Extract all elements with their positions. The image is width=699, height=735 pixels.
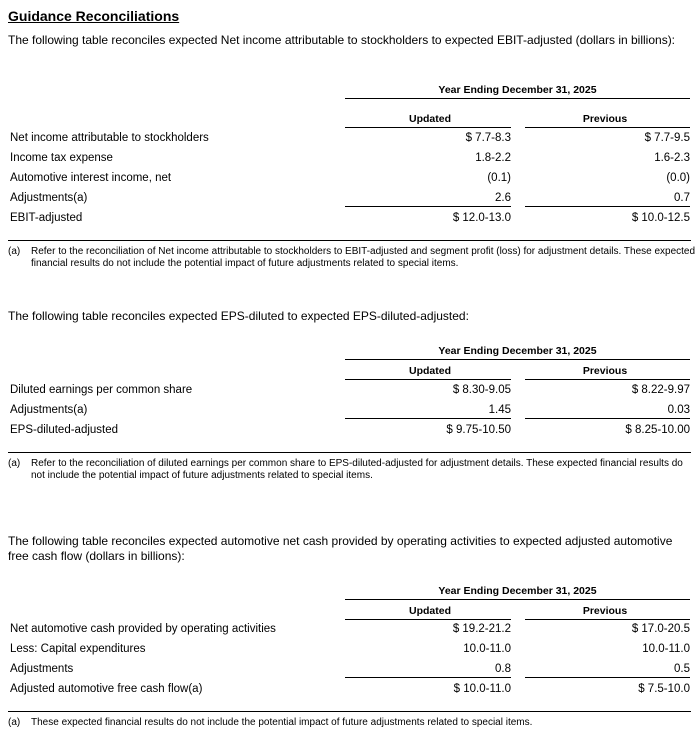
table1-row-updated: 2.6 [495,192,511,204]
table2-row-label: Adjustments(a) [10,404,88,416]
table1-footnote-rule [8,240,691,241]
table3-row-previous: $ 7.5-10.0 [638,683,690,695]
table3-row-label: Adjusted automotive free cash flow(a) [10,683,203,695]
table3-row-label: Adjustments [10,663,74,675]
table2-footnote [8,458,698,482]
table1-row-previous: 0.7 [674,192,690,204]
table2-col-updated: Updated [409,365,451,377]
table1-row-updated: (0.1) [487,172,511,184]
table3-row-updated: $ 10.0-11.0 [453,683,511,695]
table2-intro: The following table reconciles expected EPS-diluted to expected EPS-diluted-adjusted: [8,309,469,323]
table2-row-label: EPS-diluted-adjusted [10,424,119,436]
table2-footnote-text: Refer to the reconciliation of diluted earnings per common share to EPS-diluted-adjusted for adjustment details. These expected financial results do not include the potential impact of future adjustments related to special items. [31,458,683,481]
table2-row-previous: $ 8.25-10.00 [625,424,690,436]
table1-intro: The following table reconciles expected Net income attributable to stockholders to expected EBIT-adjusted (dollars in billions): [8,33,676,47]
table3-row-updated: 0.8 [495,663,511,675]
table1-col-rule-previous [525,127,690,128]
table2-row-updated: $ 8.30-9.05 [452,384,511,396]
table1-sum-rule-previous [525,206,690,207]
table3-row-previous: 0.5 [674,663,690,675]
table1-row-previous: (0.0) [666,172,690,184]
table2-row-previous: 0.03 [667,404,690,416]
table3-row-previous: 10.0-11.0 [642,643,690,655]
table1-row-label: Automotive interest income, net [10,172,172,184]
table3-heading-rule [345,599,690,600]
table1-row-updated: $ 12.0-13.0 [452,212,511,224]
table3-row-updated: 10.0-11.0 [463,643,511,655]
table2-col-rule-previous [525,379,690,380]
table3-col-updated: Updated [409,605,451,617]
table2-col-rule-updated [345,379,511,380]
table2-row-updated: 1.45 [488,404,511,416]
table3-row-label: Less: Capital expenditures [10,643,146,655]
table3-footnote-rule [8,711,691,712]
table1-footnote-text: Refer to the reconciliation of Net income attributable to stockholders to EBIT-adjusted and segment profit (loss) for adjustment details. These expected financial results do not include the potential impact of future adjustments related to special items. [31,246,696,269]
table1-row-label: Net income attributable to stockholders [10,132,209,144]
table1-footnote-tag: (a) [8,246,21,257]
table2-col-previous: Previous [582,365,628,377]
table3-col-previous: Previous [582,605,628,617]
table2-row-previous: $ 8.22-9.97 [631,384,690,396]
table1-row-label: EBIT-adjusted [10,212,83,224]
table1-col-previous: Previous [582,113,628,125]
table2-footnote-rule [8,452,691,453]
table2-sum-rule-previous [525,418,690,419]
table1-year-heading: Year Ending December 31, 2025 [438,84,597,96]
table3-col-rule-previous [525,619,690,620]
table3-footnote [8,717,698,729]
table1-row-label: Adjustments(a) [10,192,88,204]
table1-heading-rule [345,98,690,99]
table3-footnote-tag: (a) [8,717,21,728]
table2-sum-rule-updated [345,418,511,419]
table2-year-heading: Year Ending December 31, 2025 [438,345,597,357]
table1-row-previous: $ 7.7-9.5 [644,132,690,144]
table3-row-label: Net automotive cash provided by operating activities [10,623,276,635]
table3-intro: The following table reconciles expected automotive net cash provided by operating activities to expected adjusted automotive free cash flow (dollars in billions): [8,534,673,563]
table2-footnote-tag: (a) [8,458,21,469]
table1-row-previous: $ 10.0-12.5 [631,212,690,224]
table1-row-updated: 1.8-2.2 [475,152,511,164]
table3-row-updated: $ 19.2-21.2 [452,623,511,635]
table1-col-rule-updated [345,127,511,128]
table3-sum-rule-previous [525,677,690,678]
table3-row-previous: $ 17.0-20.5 [631,623,690,635]
table1-footnote [8,246,698,270]
table1-row-previous: 1.6-2.3 [654,152,690,164]
table2-row-updated: $ 9.75-10.50 [446,424,511,436]
table1-col-updated: Updated [409,113,451,125]
table3-footnote-text: These expected financial results do not include the potential impact of future adjustments related to special items. [31,717,533,728]
table1-sum-rule-updated [345,206,511,207]
table3-col-rule-updated [345,619,511,620]
table1-row-updated: $ 7.7-8.3 [465,132,511,144]
page-title: Guidance Reconciliations [8,8,180,24]
table2-heading-rule [345,359,690,360]
table3-sum-rule-updated [345,677,511,678]
table3-year-heading: Year Ending December 31, 2025 [438,585,597,597]
table1-row-label: Income tax expense [10,152,113,164]
table2-row-label: Diluted earnings per common share [10,384,193,396]
